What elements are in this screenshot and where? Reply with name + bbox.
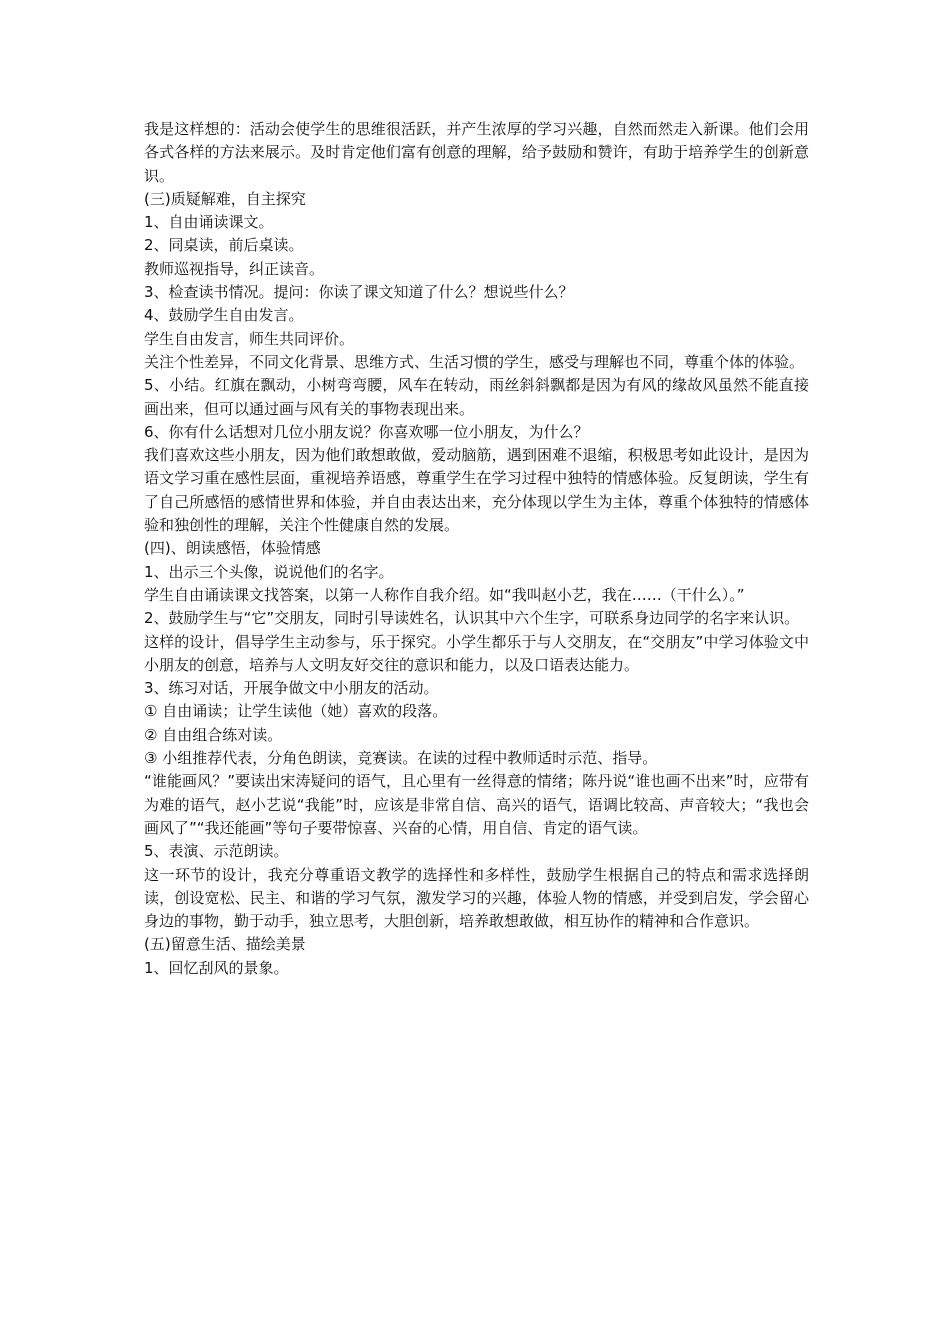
paragraph: 学生自由诵读课文找答案，以第一人称作自我介绍。如“我叫赵小艺，我在……（干什么）。” <box>144 585 745 604</box>
paragraph: 1、自由诵读课文。 <box>144 213 274 232</box>
paragraph: 教师巡视指导，纠正读音。 <box>144 259 325 278</box>
paragraph: 这一环节的设计，我充分尊重语文教学的选择性和多样性，鼓励学生根据自己的特点和需求选择朗读，创设宽松、民主、和谐的学习气氛，激发学习的兴趣，体验人物的情感，并受到启发，学会留心身边的事物，勤于动手，独立思考，大胆创新，培养敢想敢做，相互协作的精神和合作意识。 <box>144 865 809 931</box>
section-heading: (四)、朗读感悟，体验情感 <box>144 539 321 558</box>
paragraph: 1、回忆刮风的景象。 <box>144 958 289 977</box>
section-heading: (三)质疑解难，自主探究 <box>144 189 306 208</box>
paragraph: 5、小结。红旗在飘动，小树弯弯腰，风车在转动，雨丝斜斜飘都是因为有风的缘故风虽然不能直接画出来，但可以通过画与风有关的事物表现出来。 <box>144 376 809 418</box>
list-item: ③ 小组推荐代表，分角色朗读，竞赛读。在读的过程中教师适时示范、指导。 <box>144 749 658 768</box>
list-item: ① 自由诵读；让学生读他（她）喜欢的段落。 <box>144 702 448 721</box>
paragraph: 2、同桌读，前后桌读。 <box>144 236 304 255</box>
paragraph: 3、检查读书情况。提问：你读了课文知道了什么？想说些什么？ <box>144 283 574 302</box>
section-heading: (五)留意生活、描绘美景 <box>144 935 306 954</box>
paragraph: 我是这样想的：活动会使学生的思维很活跃，并产生浓厚的学习兴趣，自然而然走入新课。他们会用各式各样的方法来展示。及时肯定他们富有创意的理解，给予鼓励和赞许，有助于培养学生的创新意识。 <box>144 120 809 185</box>
paragraph: 1、出示三个头像，说说他们的名字。 <box>144 562 394 581</box>
paragraph: 3、练习对话，开展争做文中小朋友的活动。 <box>144 679 439 698</box>
paragraph: 2、鼓励学生与“它”交朋友，同时引导读姓名，认识其中六个生字，可联系身边同学的名字来认识。 <box>144 609 800 628</box>
paragraph: 4、鼓励学生自由发言。 <box>144 306 304 325</box>
paragraph: 这样的设计，倡导学生主动参与，乐于探究。小学生都乐于与人交朋友，在“交朋友”中学习体验文中小朋友的创意，培养与人文明友好交往的意识和能力，以及口语表达能力。 <box>144 632 809 674</box>
paragraph: 关注个性差异，不同文化背景、思维方式、生活习惯的学生，感受与理解也不同，尊重个体的体验。 <box>144 352 805 371</box>
document-page <box>144 118 809 980</box>
paragraph: 我们喜欢这些小朋友，因为他们敢想敢做，爱动脑筋，遇到困难不退缩，积极思考如此设计，是因为语文学习重在感性层面，重视培养语感，尊重学生在学习过程中独特的情感体验。反复朗读，学生有了自己所感悟的感情世界和体验，并自由表达出来，充分体现以学生为主体，尊重个体独特的情感体验和独创性的理解，关注个性健康自然的发展。 <box>144 446 809 535</box>
paragraph: 6、你有什么话想对几位小朋友说？你喜欢哪一位小朋友，为什么？ <box>144 422 589 441</box>
paragraph: 学生自由发言，师生共同评价。 <box>144 329 355 348</box>
list-item: ② 自由组合练对读。 <box>144 725 283 744</box>
paragraph: 5、表演、示范朗读。 <box>144 842 289 861</box>
paragraph: “谁能画风？”要读出宋涛疑问的语气，且心里有一丝得意的情绪；陈丹说“谁也画不出来”时，应带有为难的语气，赵小艺说“我能”时，应该是非常自信、高兴的语气，语调比较高、声音较大；“我也会画风了”“我还能画”等句子要带惊喜、兴奋的心情，用自信、肯定的语气读。 <box>144 772 809 837</box>
